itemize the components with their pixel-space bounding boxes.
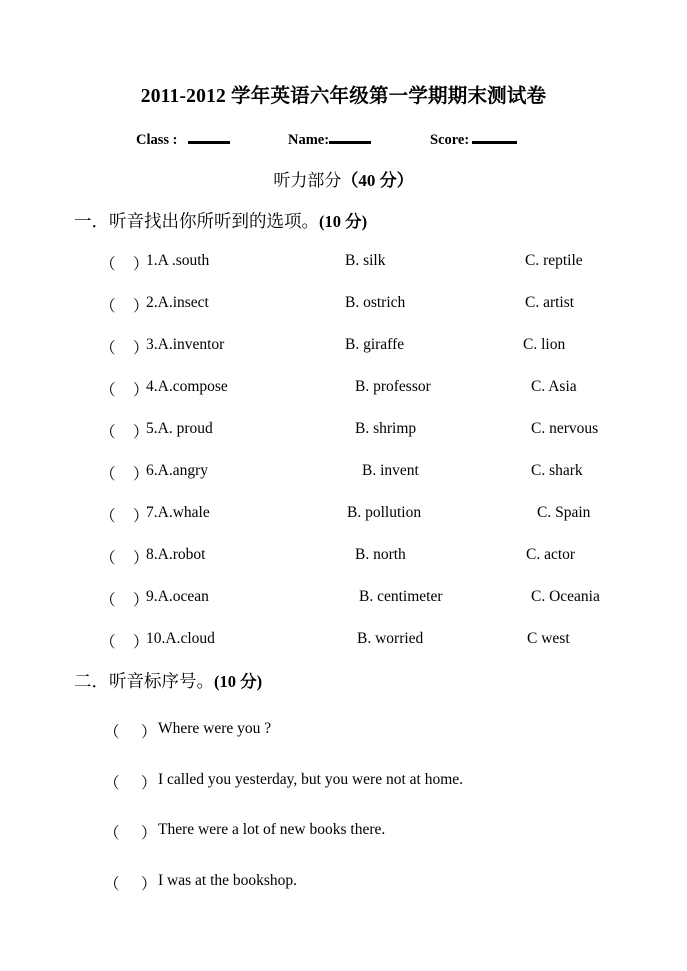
student-info-line	[0, 130, 687, 154]
listening-part-score: （40 分）	[341, 171, 414, 190]
name-label: Name:	[288, 132, 330, 148]
option-b: B. worried	[357, 630, 424, 647]
multiple-choice-row	[0, 378, 687, 420]
option-b: B. giraffe	[345, 336, 405, 353]
answer-bracket[interactable]: （ ）	[100, 508, 150, 525]
option-b: B. ostrich	[345, 294, 406, 311]
answer-bracket[interactable]: （ ）	[100, 550, 150, 567]
page-title: 2011-2012 学年英语六年级第一学期期末测试卷	[140, 86, 547, 107]
multiple-choice-row	[0, 588, 687, 630]
section-two-points: (10 分)	[214, 672, 263, 691]
answer-bracket[interactable]: （ ）	[100, 634, 150, 651]
multiple-choice-list	[0, 252, 687, 672]
option-c: C. artist	[525, 294, 575, 311]
section-two-title: 听音标序号。	[109, 671, 214, 691]
option-c: C west	[527, 630, 570, 647]
multiple-choice-row	[0, 630, 687, 672]
sentence-row	[0, 821, 687, 872]
sentence-text: I was at the bookshop.	[158, 871, 298, 889]
sentence-row	[0, 872, 687, 923]
class-blank-line[interactable]	[188, 130, 230, 144]
answer-bracket[interactable]: （ ）	[104, 875, 160, 893]
section-one-number: 一．	[74, 211, 109, 231]
option-a: 3.A.inventor	[146, 336, 225, 353]
name-field	[288, 130, 371, 149]
answer-bracket[interactable]: （ ）	[100, 298, 150, 315]
answer-bracket[interactable]: （ ）	[104, 825, 160, 842]
option-b: B. invent	[362, 462, 419, 479]
answer-bracket[interactable]: （ ）	[100, 382, 150, 399]
option-a: 10.A.cloud	[146, 630, 215, 647]
option-c: C. Asia	[531, 378, 577, 395]
section-heading-two	[74, 668, 262, 693]
answer-bracket[interactable]: （ ）	[100, 256, 150, 273]
option-a: 2.A.insect	[146, 294, 209, 311]
score-field	[430, 130, 517, 149]
answer-bracket[interactable]: （ ）	[104, 774, 160, 792]
option-c: C. Oceania	[531, 588, 600, 605]
multiple-choice-row	[0, 420, 687, 462]
option-b: B. silk	[345, 252, 386, 269]
multiple-choice-row	[0, 294, 687, 336]
answer-bracket[interactable]: （ ）	[100, 466, 150, 483]
section-two-number: 二．	[74, 671, 109, 691]
option-b: B. shrimp	[355, 420, 417, 437]
sentence-text: Where were you ?	[158, 720, 272, 737]
listening-part-subtitle	[0, 166, 687, 191]
option-a: 9.A.ocean	[146, 588, 209, 605]
multiple-choice-row	[0, 462, 687, 504]
answer-bracket[interactable]: （ ）	[100, 424, 150, 441]
name-blank-line[interactable]	[329, 130, 371, 144]
class-field	[136, 130, 230, 149]
option-a: 1.A .south	[146, 252, 210, 269]
sentence-ordering-list	[0, 720, 687, 922]
score-label: Score:	[430, 132, 470, 148]
option-a: 8.A.robot	[146, 546, 206, 563]
option-b: B. north	[355, 546, 406, 563]
sentence-row	[0, 771, 687, 822]
option-a: 7.A.whale	[146, 504, 210, 521]
option-b: B. professor	[355, 378, 431, 395]
section-one-title: 听音找出你所听到的选项。	[109, 211, 319, 231]
option-a: 6.A.angry	[146, 462, 208, 479]
answer-bracket[interactable]: （ ）	[104, 724, 160, 741]
sentence-text: I called you yesterday, but you were not at home.	[158, 770, 464, 788]
sentence-row	[0, 720, 687, 771]
sentence-text: There were a lot of new books there.	[158, 821, 386, 838]
multiple-choice-row	[0, 336, 687, 378]
multiple-choice-row	[0, 504, 687, 546]
section-heading-one	[74, 208, 367, 233]
class-label: Class :	[136, 132, 178, 148]
option-a: 5.A. proud	[146, 420, 213, 437]
answer-bracket[interactable]: （ ）	[100, 340, 150, 357]
score-blank-line[interactable]	[472, 130, 517, 144]
option-c: C. lion	[523, 336, 566, 353]
option-b: B. pollution	[347, 504, 422, 521]
answer-bracket[interactable]: （ ）	[100, 592, 150, 609]
option-a: 4.A.compose	[146, 378, 228, 395]
listening-part-label: 听力部分	[273, 171, 342, 190]
option-c: C. reptile	[525, 252, 583, 269]
option-c: C. shark	[531, 462, 583, 479]
multiple-choice-row	[0, 252, 687, 294]
section-one-points: (10 分)	[319, 212, 368, 231]
option-b: B. centimeter	[359, 588, 443, 605]
option-c: C. Spain	[537, 504, 591, 521]
option-c: C. nervous	[531, 420, 599, 437]
multiple-choice-row	[0, 546, 687, 588]
option-c: C. actor	[526, 546, 576, 563]
